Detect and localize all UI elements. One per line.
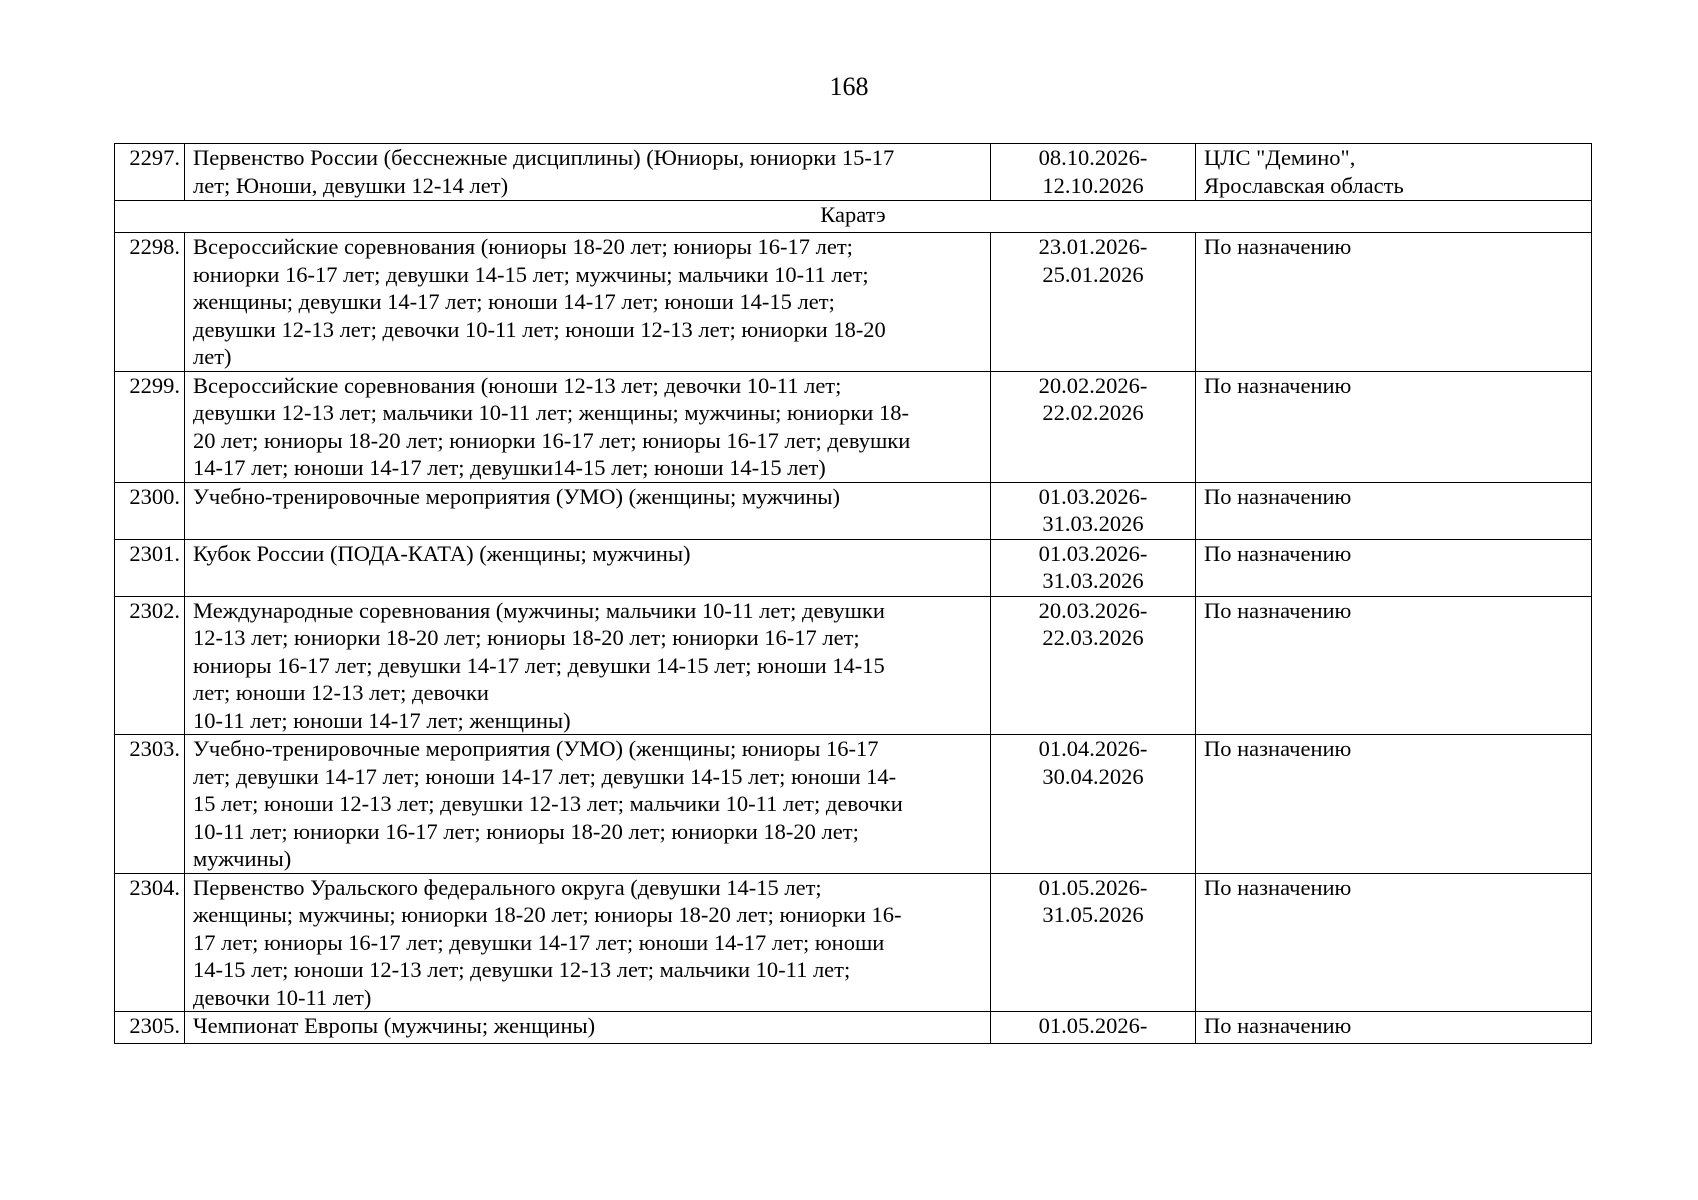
- event-dates-line: 01.03.2026-: [1038, 540, 1148, 566]
- event-place: [1196, 539, 1592, 596]
- event-dates-line: 25.01.2026: [1042, 261, 1144, 287]
- event-place-line: По назначению: [1204, 483, 1352, 509]
- event-place-line: По назначению: [1204, 372, 1352, 398]
- event-name-line: женщины; девушки 14-17 лет; юноши 14-17 лет; юноши 14-15 лет;: [193, 289, 835, 314]
- event-place: [1196, 144, 1592, 201]
- event-place-line: По назначению: [1204, 540, 1352, 566]
- event-name-line: лет; девушки 14-17 лет; юноши 14-17 лет; девушки 14-15 лет; юноши 14-: [193, 763, 897, 789]
- event-number: 2304.: [115, 873, 185, 1012]
- event-name: [185, 1012, 991, 1044]
- event-name-line: девочки 10-11 лет): [193, 984, 372, 1010]
- event-name-line: девушки 12-13 лет; девочки 10-11 лет; юноши 12-13 лет; юниорки 18-20: [193, 316, 886, 342]
- event-row: [115, 371, 1592, 482]
- event-name-line: Учебно-тренировочные мероприятия (УМО) (женщины; мужчины): [193, 483, 841, 509]
- event-number: 2299.: [115, 371, 185, 482]
- event-name-line: Кубок России (ПОДА-КАТА) (женщины; мужчины): [193, 540, 691, 566]
- event-number: 2305.: [115, 1012, 185, 1044]
- event-dates-line: 22.03.2026: [1042, 625, 1144, 650]
- event-dates-line: 01.04.2026-: [1038, 736, 1148, 761]
- event-place: [1196, 371, 1592, 482]
- event-dates: [991, 144, 1196, 201]
- event-number: 2303.: [115, 735, 185, 874]
- event-name-line: Всероссийские соревнования (юниоры 18-20 лет; юниоры 16-17 лет;: [193, 234, 853, 259]
- event-dates: [991, 596, 1196, 735]
- event-number: 2297.: [115, 144, 185, 201]
- event-place-line: ЦЛС "Демино",: [1204, 145, 1356, 170]
- event-dates-line: 31.05.2026: [1042, 902, 1144, 927]
- event-dates-line: 23.01.2026-: [1038, 234, 1148, 259]
- event-dates: [991, 1012, 1196, 1044]
- event-row: [115, 1012, 1592, 1044]
- event-name-line: 14-17 лет; юноши 14-17 лет; девушки14-15 лет; юноши 14-15 лет): [193, 455, 826, 480]
- event-name: [185, 735, 991, 874]
- event-place: [1196, 596, 1592, 735]
- event-place-line: По назначению: [1204, 1013, 1352, 1038]
- event-place-line: По назначению: [1204, 736, 1352, 761]
- event-dates-line: 20.02.2026-: [1038, 372, 1148, 398]
- event-name-line: 10-11 лет; юноши 14-17 лет; женщины): [193, 707, 571, 733]
- event-row: [115, 873, 1592, 1012]
- section-header-row: [115, 201, 1592, 233]
- event-name-line: Первенство России (бесснежные дисциплины) (Юниоры, юниорки 15-17: [193, 145, 895, 170]
- event-dates: [991, 873, 1196, 1012]
- event-name-line: лет): [193, 344, 232, 369]
- event-name-line: Учебно-тренировочные мероприятия (УМО) (женщины; юниоры 16-17: [193, 736, 879, 761]
- events-table-body: [115, 144, 1592, 1044]
- event-dates-line: 30.04.2026: [1042, 763, 1144, 789]
- event-name-line: 20 лет; юниоры 18-20 лет; юниорки 16-17 лет; юниоры 16-17 лет; девушки: [193, 427, 911, 453]
- page-number: 168: [829, 72, 869, 101]
- event-dates: [991, 539, 1196, 596]
- event-name-line: женщины; мужчины; юниорки 18-20 лет; юниоры 18-20 лет; юниорки 16-: [193, 902, 902, 927]
- event-row: [115, 596, 1592, 735]
- event-name: [185, 873, 991, 1012]
- event-name-line: 10-11 лет; юниорки 16-17 лет; юниоры 18-20 лет; юниорки 18-20 лет;: [193, 818, 859, 844]
- events-table: [114, 143, 1592, 1044]
- event-place: [1196, 735, 1592, 874]
- event-name-line: 15 лет; юноши 12-13 лет; девушки 12-13 лет; мальчики 10-11 лет; девочки: [193, 791, 903, 816]
- event-place-line: По назначению: [1204, 234, 1352, 259]
- event-name: [185, 596, 991, 735]
- event-place-line: По назначению: [1204, 874, 1352, 900]
- event-row: [115, 735, 1592, 874]
- section-title: Каратэ: [115, 201, 1592, 233]
- event-place-line: Ярославская область: [1204, 172, 1404, 198]
- event-name-line: 14-15 лет; юноши 12-13 лет; девушки 12-13 лет; мальчики 10-11 лет;: [193, 957, 851, 982]
- event-row: [115, 482, 1592, 539]
- event-name-line: лет; юноши 12-13 лет; девочки: [193, 680, 489, 705]
- event-dates-line: 20.03.2026-: [1038, 597, 1148, 623]
- event-name: [185, 371, 991, 482]
- event-place: [1196, 233, 1592, 372]
- event-name: [185, 539, 991, 596]
- event-name: [185, 144, 991, 201]
- event-dates: [991, 371, 1196, 482]
- event-name: [185, 482, 991, 539]
- event-name-line: мужчины): [193, 846, 292, 871]
- event-dates-line: 01.05.2026-: [1038, 874, 1148, 900]
- event-name-line: 17 лет; юниоры 16-17 лет; девушки 14-17 лет; юноши 14-17 лет; юноши: [193, 929, 885, 955]
- event-number: 2301.: [115, 539, 185, 596]
- event-name-line: Международные соревнования (мужчины; мальчики 10-11 лет; девушки: [193, 597, 885, 623]
- event-dates: [991, 735, 1196, 874]
- event-name-line: Чемпионат Европы (мужчины; женщины): [193, 1013, 596, 1038]
- event-number: 2298.: [115, 233, 185, 372]
- event-name-line: 12-13 лет; юниорки 18-20 лет; юниоры 18-20 лет; юниорки 16-17 лет;: [193, 625, 860, 650]
- event-place: [1196, 482, 1592, 539]
- event-row: [115, 539, 1592, 596]
- event-dates-line: 12.10.2026: [1042, 172, 1144, 198]
- event-dates-line: 01.05.2026-: [1038, 1013, 1148, 1038]
- event-name-line: юниоры 16-17 лет; девушки 14-17 лет; девушки 14-15 лет; юноши 14-15: [193, 652, 885, 678]
- event-name-line: юниорки 16-17 лет; девушки 14-15 лет; мужчины; мальчики 10-11 лет;: [193, 261, 869, 287]
- event-dates: [991, 482, 1196, 539]
- event-name-line: Первенство Уральского федерального округа (девушки 14-15 лет;: [193, 874, 822, 900]
- event-place-line: По назначению: [1204, 597, 1352, 623]
- event-place: [1196, 1012, 1592, 1044]
- event-row: [115, 144, 1592, 201]
- event-name-line: лет; Юноши, девушки 12-14 лет): [193, 172, 509, 198]
- event-dates-line: 01.03.2026-: [1038, 483, 1148, 509]
- event-dates-line: 22.02.2026: [1042, 400, 1144, 425]
- event-name-line: Всероссийские соревнования (юноши 12-13 лет; девочки 10-11 лет;: [193, 372, 842, 398]
- event-number: 2300.: [115, 482, 185, 539]
- event-dates: [991, 233, 1196, 372]
- event-name: [185, 233, 991, 372]
- event-dates-line: 08.10.2026-: [1038, 145, 1148, 170]
- event-name-line: девушки 12-13 лет; мальчики 10-11 лет; женщины; мужчины; юниорки 18-: [193, 400, 909, 425]
- event-dates-line: 31.03.2026: [1042, 511, 1144, 536]
- event-row: [115, 233, 1592, 372]
- event-dates-line: 31.03.2026: [1042, 568, 1144, 593]
- event-place: [1196, 873, 1592, 1012]
- event-number: 2302.: [115, 596, 185, 735]
